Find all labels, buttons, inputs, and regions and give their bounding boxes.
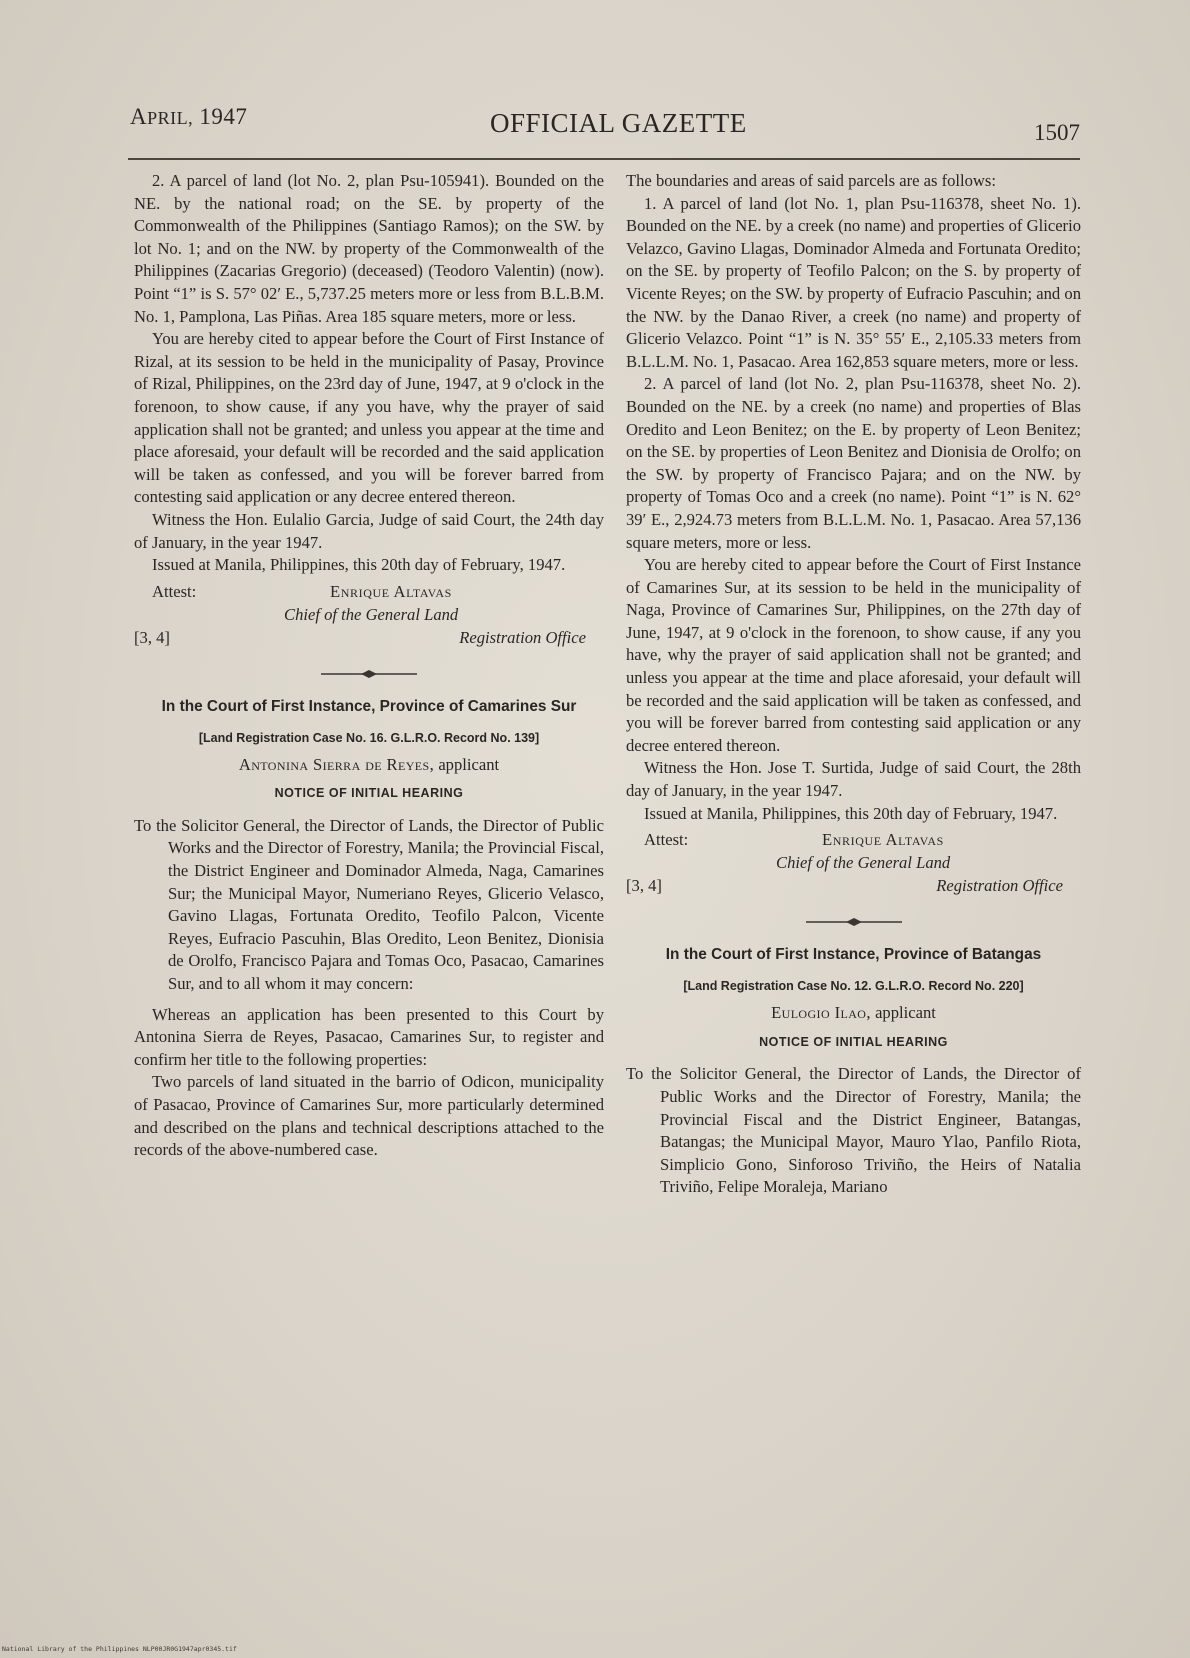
issue-reference: [3, 4] <box>626 876 662 896</box>
parcels-intro-paragraph: Two parcels of land situated in the barrio of Odicon, municipality of Pasacao, Province of Camarines Sur, more particularly determined and described on the plans and technical descriptions attached to the records of the above-numbered case. <box>134 1072 604 1160</box>
court-heading: In the Court of First Instance, Province of Camarines Sur <box>161 697 577 715</box>
right-column <box>626 170 1081 1207</box>
addressee-list: To the Solicitor General, the Director of Lands, the Director of Public Works and the Director of Forestry, Manila; the Provincial Fiscal, the District Engineer and Dominador Almeda, Naga, Camarines Sur; the Municipal Mayor, Numeriano Reyes, Glicerio Velasco, Gavino Llagas, Fortunata Oredito, Teofilo Palcon, Vicente Reyes, Eufracio Pascuhin, Blas Oredito, Leon Benitez, Dionisia de Orolfo, Francisco Pajara and Tomas Oco, Pasacao, Camarines Sur, and to all whom it may concern: <box>134 815 604 994</box>
attest-label: Attest: <box>644 830 689 850</box>
court-heading: In the Court of First Instance, Province of Batangas <box>665 946 1042 964</box>
case-reference: [Land Registration Case No. 12. G.L.R.O. Record No. 220] <box>683 979 1024 994</box>
parcel-2-description: 2. A parcel of land (lot No. 2, plan Psu-116378, sheet No. 2). Bounded on the NE. by a creek (no name) and properties of Blas Oredito and Leon Benitez; on the E. by property of Leon Benitez; on the SE. by properties of Leon Benitez and Dionisia de Orolfo; on the SW. by property of Francisco Pajara; and on the NW. by property of Tomas Oco and a creek (no name). Point “1” is N. 62° 39′ E., 2,924.73 meters from B.L.L.M. No. 1, Pasacao. Area 57,136 square meters, more or less. <box>626 374 1081 552</box>
section-divider-ornament <box>626 909 1081 935</box>
attest-name: Enrique Altavas <box>330 581 452 601</box>
addressee-list: To the Solicitor General, the Director of Lands, the Director of Public Works and the Director of Forestry, Manila; the Provincial Fiscal and the District Engineer, Batangas, Batangas; the Municipal Mayor, Mauro Ylao, Panfilo Riota, Simplicio Gono, Sinforoso Triviño, the Heirs of Natalia Triviño, Felipe Moraleja, Mariano <box>626 1064 1081 1197</box>
section-divider-ornament <box>134 661 604 687</box>
issued-paragraph: Issued at Manila, Philippines, this 20th day of February, 1947. <box>644 803 1058 823</box>
applicant-line: Eulogio Ilao, applicant <box>771 1003 936 1023</box>
left-column <box>134 170 604 1162</box>
parcel-1-description: 1. A parcel of land (lot No. 1, plan Psu-116378, sheet No. 1). Bounded on the NE. by a creek (no name) and properties of Glicerio Velazco, Gavino Llagas, Dominador Almeda and Fortunata Oredito; on the SE. by property of Teofilo Palcon; on the S. by property of Vicente Reyes; on the SW. by property of Eufracio Pascuhin; and on the NW. by the Danao River, a creek (no name) and property of Glicerio Velazco. Point “1” is N. 35° 55′ E., 2,105.33 meters from B.L.L.M. No. 1, Pasacao. Area 162,853 square meters, more or less. <box>626 193 1081 371</box>
publication-title: OFFICIAL GAZETTE <box>490 108 747 138</box>
attestation-block <box>626 829 1081 903</box>
page-header <box>130 100 1080 148</box>
notice-heading: NOTICE OF INITIAL HEARING <box>274 786 464 801</box>
issued-paragraph: Issued at Manila, Philippines, this 20th day of February, 1947. <box>152 555 566 575</box>
header-rule <box>128 158 1080 160</box>
witness-paragraph: Witness the Hon. Eulalio Garcia, Judge of said Court, the 24th day of January, in the year 1947. <box>134 509 604 552</box>
attestation-block <box>134 581 604 655</box>
scan-footer: National Library of the Philippines NLP00JR0G1947apr0345.tif <box>2 1645 237 1653</box>
issue-date: APRIL, 1947 <box>130 104 248 129</box>
parcel-2-description: 2. A parcel of land (lot No. 2, plan Psu-105941). Bounded on the NE. by the national road; on the SE. by property of the Commonwealth of the Philippines (Santiago Ramos); on the SW. by lot No. 1; and on the NW. by property of the Commonwealth of the Philippines (Zacarias Gregorio) (deceased) (Teodoro Valentin) (now). Point “1” is S. 57° 02′ E., 5,737.25 meters more or less from B.L.B.M. No. 1, Pamplona, Las Piñas. Area 185 square meters, more or less. <box>134 171 604 326</box>
boundaries-intro: The boundaries and areas of said parcels are as follows: <box>626 171 996 190</box>
attest-label: Attest: <box>152 581 197 601</box>
application-paragraph: Whereas an application has been presented to this Court by Antonina Sierra de Reyes, Pasacao, Camarines Sur, to register and confirm her title to the following properties: <box>134 1004 604 1069</box>
attest-title-line2: Registration Office <box>459 627 586 647</box>
attest-title-line1: Chief of the General Land <box>776 853 951 873</box>
case-reference: [Land Registration Case No. 16. G.L.R.O. Record No. 139] <box>198 730 540 745</box>
citation-paragraph: You are hereby cited to appear before the Court of First Instance of Camarines Sur, at its session to be held in the municipality of Naga, Province of Camarines Sur, Philippines, on the 27th day of June, 1947, at 9 o'clock in the forenoon, to show cause, if any you have, why the prayer of said application shall not be granted; and unless you appear at the time and place aforesaid, your default will be recorded and the said application will be taken as confessed, and you will be forever barred from contesting said application or any decree entered thereon. <box>626 555 1081 755</box>
applicant-line: Antonina Sierra de Reyes, applicant <box>238 754 500 774</box>
attest-title-line2: Registration Office <box>936 876 1063 896</box>
witness-paragraph: Witness the Hon. Jose T. Surtida, Judge of said Court, the 28th day of January, in the year 1947. <box>626 758 1081 801</box>
attest-title-line1: Chief of the General Land <box>284 604 459 624</box>
notice-heading: NOTICE OF INITIAL HEARING <box>759 1034 948 1049</box>
citation-paragraph: You are hereby cited to appear before the Court of First Instance of Rizal, at its session to be held in the municipality of Pasay, Province of Rizal, Philippines, on the 23rd day of June, 1947, at 9 o'clock in the forenoon, to show cause, if any you have, why the prayer of said application shall not be granted; and unless you appear at the time and place aforesaid, your default will be recorded and the said application will be taken as confessed, and you will be forever barred from contesting said application or any decree entered thereon. <box>134 329 604 507</box>
attest-name: Enrique Altavas <box>822 830 944 850</box>
page-number: 1507 <box>1034 120 1080 145</box>
issue-reference: [3, 4] <box>134 627 170 647</box>
